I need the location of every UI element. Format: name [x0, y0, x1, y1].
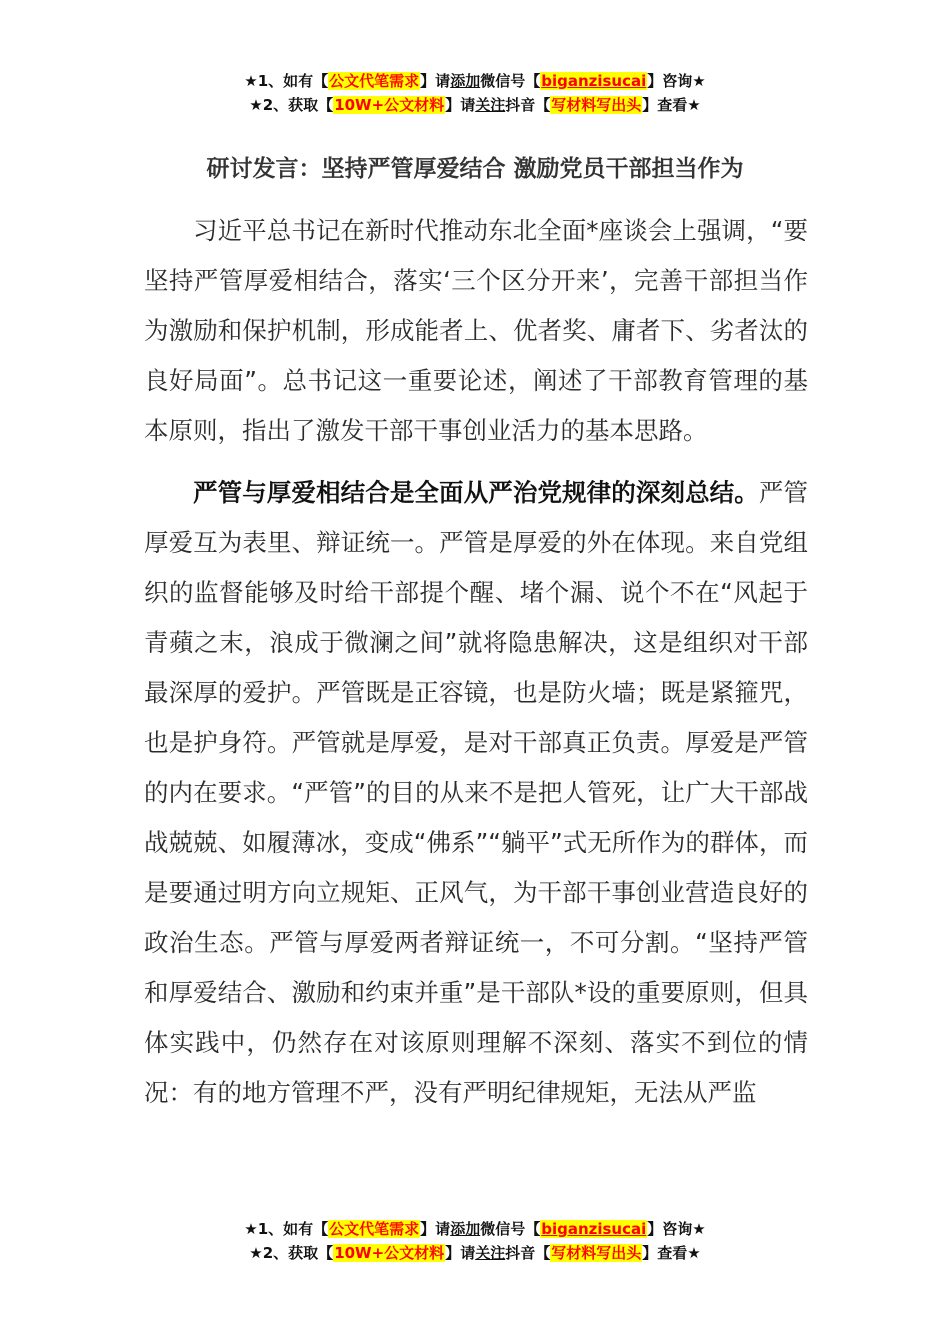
- banner-text: ★2、获取【: [249, 96, 334, 114]
- highlight-writing-service: 公文代笔需求: [329, 1220, 420, 1238]
- highlight-writing-service: 公文代笔需求: [329, 72, 420, 90]
- bottom-banner: [0, 1217, 950, 1265]
- highlight-materials: 10W+公文材料: [334, 1244, 445, 1262]
- document-title: 研讨发言：坚持严管厚爱结合 激励党员干部担当作为: [206, 156, 744, 182]
- highlight-materials: 10W+公文材料: [334, 96, 445, 114]
- highlight-douyin-account: 写材料写出头: [551, 96, 642, 114]
- banner-text: 微信号【: [480, 1220, 541, 1238]
- banner-text: 】查看★: [642, 96, 701, 114]
- banner-text: 抖音【: [505, 1244, 551, 1262]
- banner-underlined-text: 关注: [475, 96, 506, 114]
- banner-line-1: [0, 1217, 950, 1241]
- highlight-wechat-id: biganzisucai: [541, 1220, 647, 1238]
- paragraph-2: [144, 468, 808, 1118]
- banner-underlined-text: 添加: [450, 72, 481, 90]
- banner-line-1: [0, 69, 950, 93]
- paragraph-body-text: 严管厚爱互为表里、辩证统一。严管是厚爱的外在体现。来自党组织的监督能够及时给干部提个醒、堵个漏、说个不在“风起于青蘋之末，浪成于微澜之间”就将隐患解决，这是组织对干部最深厚的爱护。严管既是正容镜，也是防火墙；既是紧箍咒，也是护身符。严管就是厚爱，是对干部真正负责。厚爱是严管的内在要求。“严管”的目的从来不是把人管死，让广大干部战战兢兢、如履薄冰，变成“佛系”“躺平”式无所作为的群体，而是要通过明方向立规矩、正风气，为干部干事创业营造良好的政治生态。严管与厚爱两者辩证统一，不可分割。“坚持严管和厚爱结合、激励和约束并重”是干部队*设的重要原则，但具体实践中，仍然存在对该原则理解不深刻、落实不到位的情况：有的地方管理不严，没有严明纪律规矩，无法从严监: [144, 478, 809, 1107]
- banner-underlined-text: 添加: [450, 1220, 481, 1238]
- banner-underlined-text: 关注: [475, 1244, 506, 1262]
- banner-line-2: [0, 1241, 950, 1265]
- banner-line-2: [0, 93, 950, 117]
- banner-text: 】咨询★: [647, 1220, 706, 1238]
- banner-text: ★1、如有【: [244, 72, 329, 90]
- banner-text: 】请: [445, 1244, 476, 1262]
- banner-text: 】咨询★: [647, 72, 706, 90]
- highlight-douyin-account: 写材料写出头: [551, 1244, 642, 1262]
- banner-text: 微信号【: [480, 72, 541, 90]
- banner-text: 】请: [420, 72, 451, 90]
- banner-text: 抖音【: [505, 96, 551, 114]
- banner-text: 】请: [420, 1220, 451, 1238]
- document-body: [144, 206, 808, 1118]
- paragraph-lead-sentence: 严管与厚爱相结合是全面从严治党规律的深刻总结。: [193, 478, 759, 507]
- banner-text: 】请: [445, 96, 476, 114]
- banner-text: ★1、如有【: [244, 1220, 329, 1238]
- top-banner: [0, 69, 950, 117]
- highlight-wechat-id: biganzisucai: [541, 72, 647, 90]
- banner-text: 】查看★: [642, 1244, 701, 1262]
- paragraph-1: 习近平总书记在新时代推动东北全面*座谈会上强调，“要坚持严管厚爱相结合，落实‘三个区分开来’，完善干部担当作为激励和保护机制，形成能者上、优者奖、庸者下、劣者汰的良好局面”。总书记这一重要论述，阐述了干部教育管理的基本原则，指出了激发干部干事创业活力的基本思路。: [144, 216, 808, 445]
- banner-text: ★2、获取【: [249, 1244, 334, 1262]
